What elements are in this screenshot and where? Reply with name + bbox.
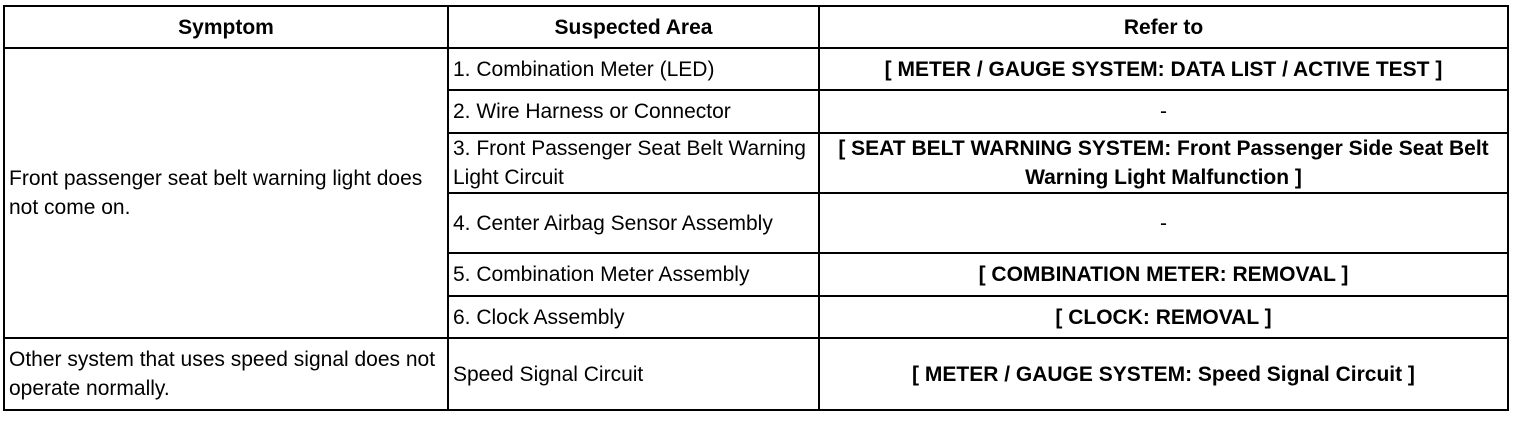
header-refer-to: Refer to [819, 6, 1508, 48]
troubleshooting-table [3, 5, 1509, 411]
refer-to-cell: - [819, 193, 1508, 253]
suspected-area-cell: 4. Center Airbag Sensor Assembly [448, 193, 819, 253]
suspected-area-cell: 1. Combination Meter (LED) [448, 48, 819, 90]
suspected-area-cell: 5. Combination Meter Assembly [448, 253, 819, 296]
refer-to-link[interactable]: [ METER / GAUGE SYSTEM: DATA LIST / ACTIVE TEST ] [819, 48, 1508, 90]
suspected-area-cell: 6. Clock Assembly [448, 296, 819, 338]
refer-to-link[interactable]: [ COMBINATION METER: REMOVAL ] [819, 253, 1508, 296]
suspected-area-cell: 2. Wire Harness or Connector [448, 90, 819, 133]
symptom-cell: Other system that uses speed signal does not operate normally. [4, 338, 448, 410]
table-row [4, 338, 1508, 410]
refer-to-link[interactable]: [ CLOCK: REMOVAL ] [819, 296, 1508, 338]
header-suspected-area: Suspected Area [448, 6, 819, 48]
header-symptom: Symptom [4, 6, 448, 48]
header-row [4, 6, 1508, 48]
table-row [4, 48, 1508, 90]
refer-to-cell: - [819, 90, 1508, 133]
suspected-area-cell: 3. Front Passenger Seat Belt Warning Light Circuit [448, 133, 819, 193]
suspected-area-cell: Speed Signal Circuit [448, 338, 819, 410]
refer-to-link[interactable]: [ METER / GAUGE SYSTEM: Speed Signal Circuit ] [819, 338, 1508, 410]
symptom-cell: Front passenger seat belt warning light does not come on. [4, 48, 448, 338]
refer-to-link[interactable]: [ SEAT BELT WARNING SYSTEM: Front Passenger Side Seat Belt Warning Light Malfunction ] [819, 133, 1508, 193]
